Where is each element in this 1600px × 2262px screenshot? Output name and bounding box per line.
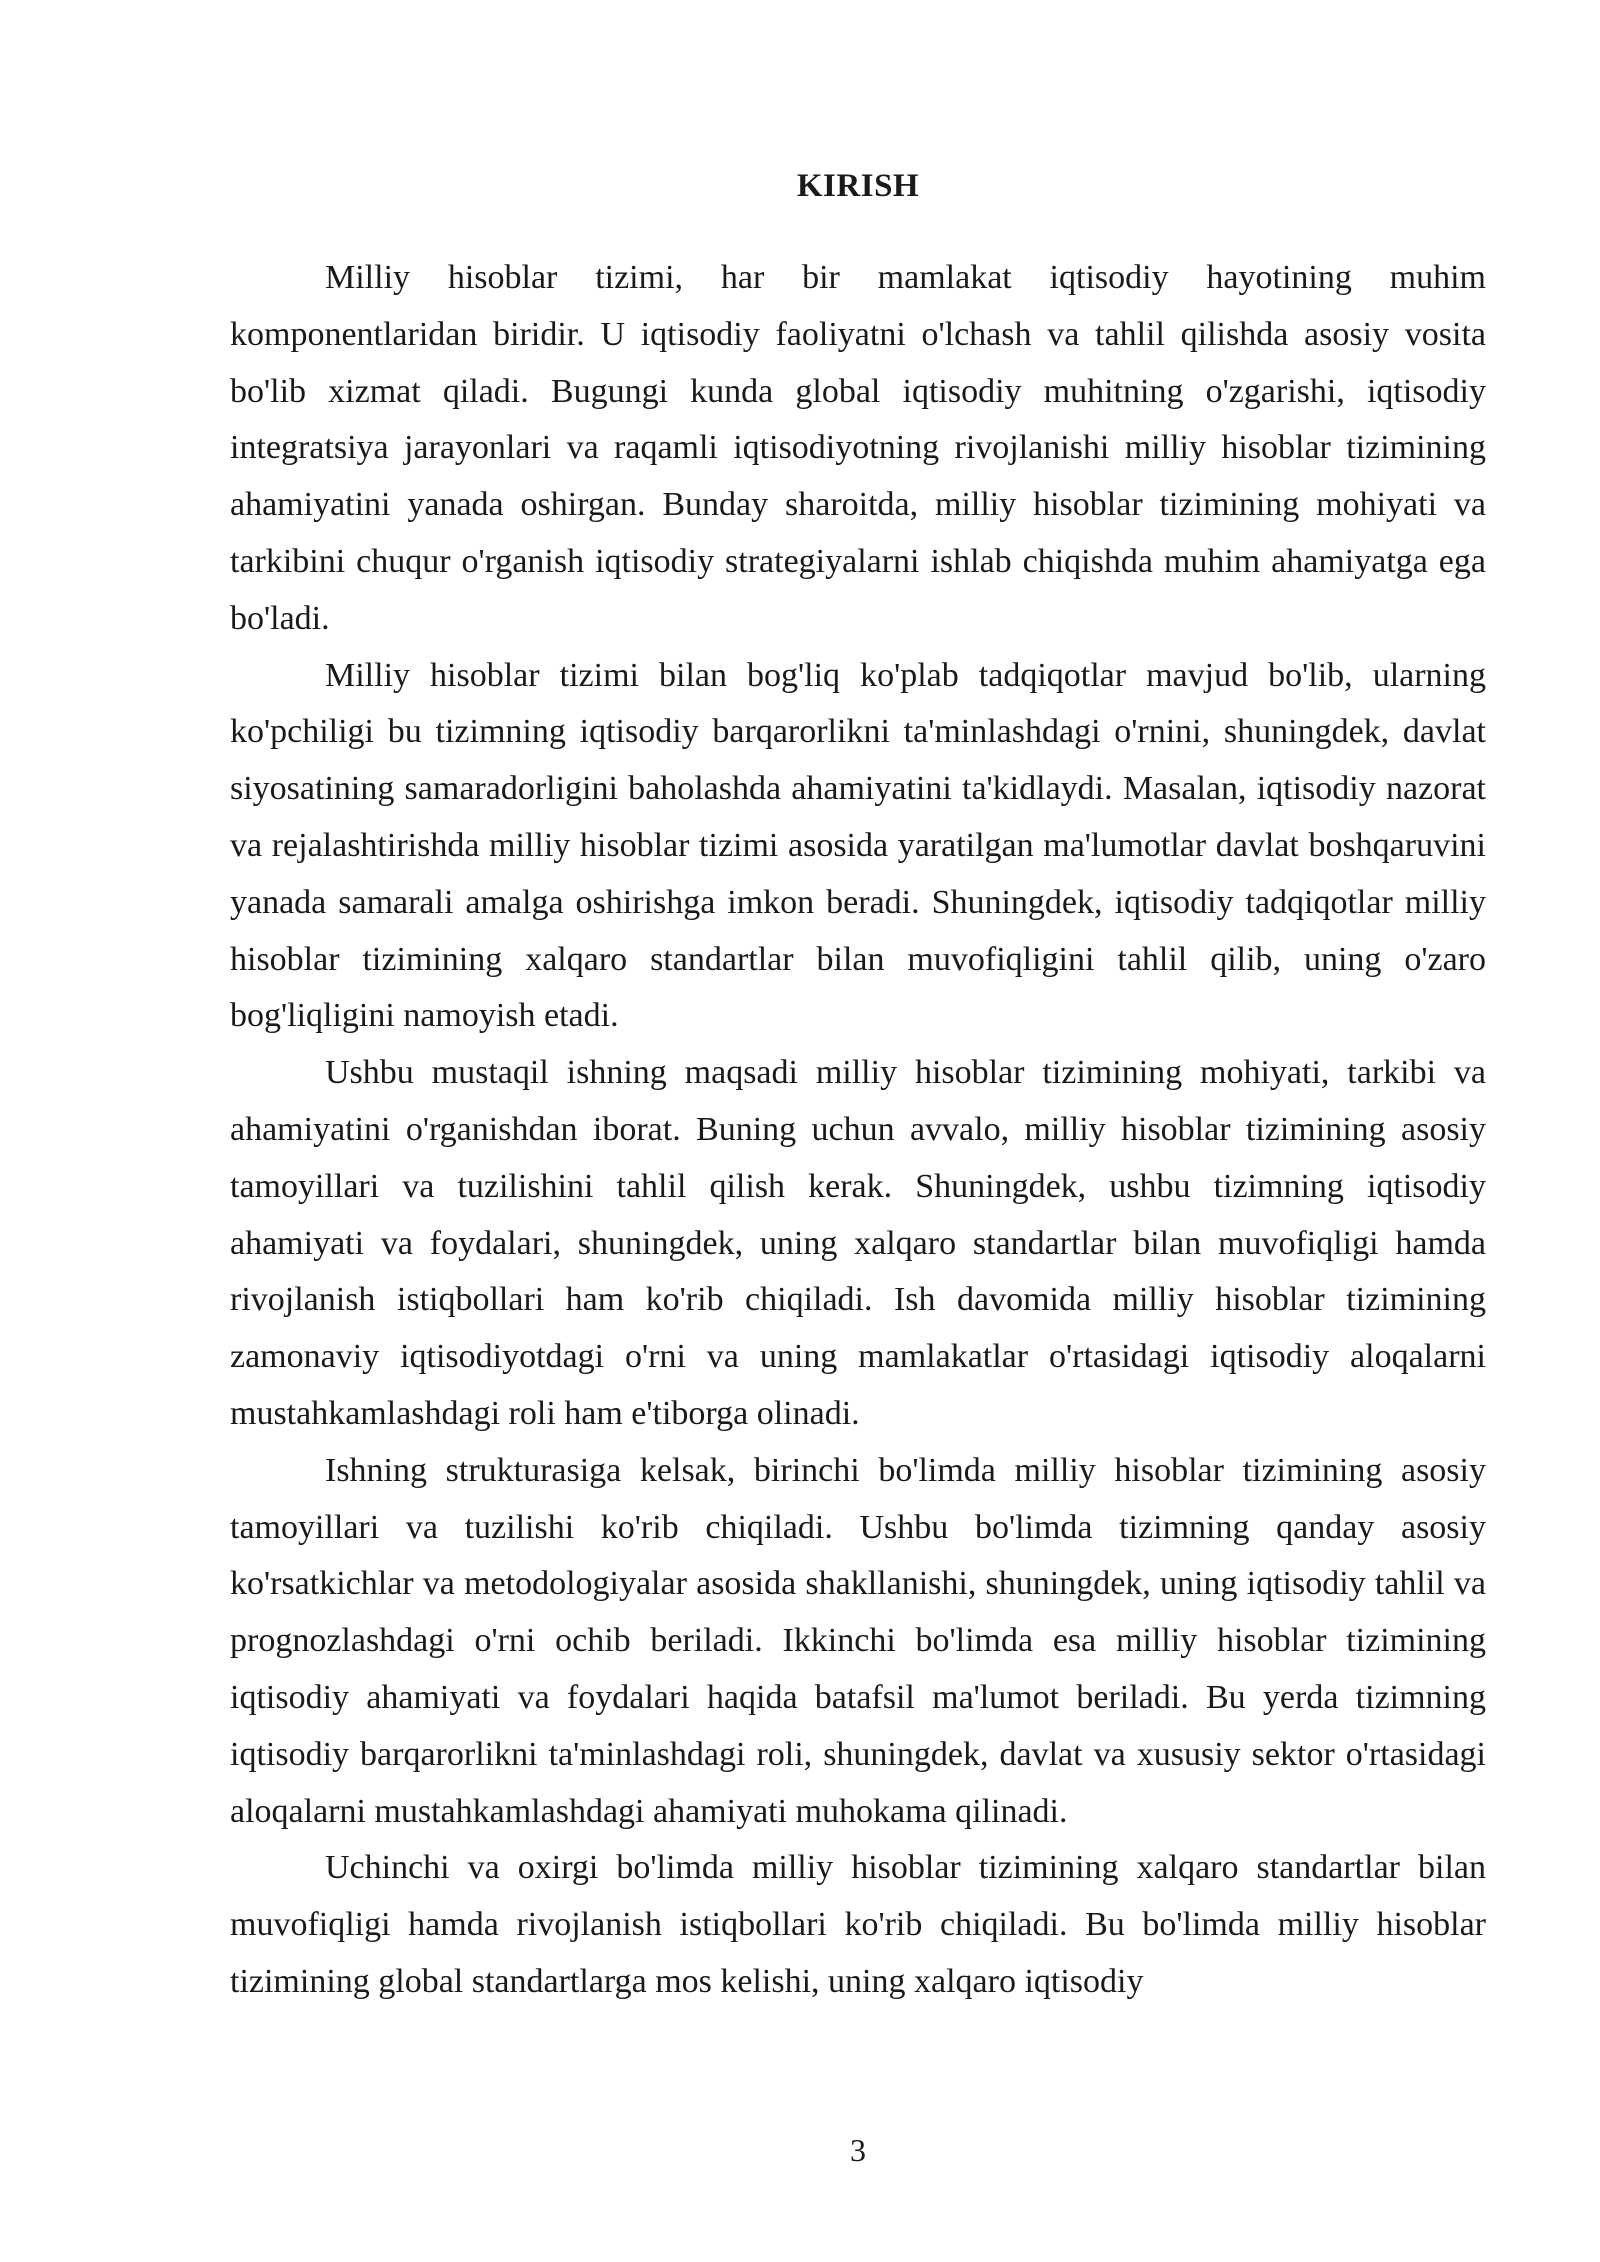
paragraph-3: Ushbu mustaqil ishning maqsadi milliy hisoblar tizimining mohiyati, tarkibi va ahamiyatini o'rganishdan iborat. Buning uchun avvalo, milliy hisoblar tizimining asosiy tamoyillari va tuzilishini tahlil qilish kerak. Shuningdek, ushbu tizimning iqtisodiy ahamiyati va foydalari, shuningdek, uning xalqaro standartlar bilan muvofiqligi hamda rivojlanish istiqbollari ham ko'rib chiqiladi. Ish davomida milliy hisoblar tizimining zamonaviy iqtisodiyotdagi o'rni va uning mamlakatlar o'rtasidagi iqtisodiy aloqalarni mustahkamlashdagi roli ham e'tiborga olinadi. [230, 1054, 1486, 1432]
paragraph-5: Uchinchi va oxirgi bo'limda milliy hisoblar tizimining xalqaro standartlar bilan muvofiqligi hamda rivojlanish istiqbollari ko'rib chiqiladi. Bu bo'limda milliy hisoblar tizimining global standartlarga mos kelishi, uning xalqaro iqtisodiy [230, 1849, 1486, 2000]
page-number: 3 [850, 2132, 866, 2168]
paragraph-1: Milliy hisoblar tizimi, har bir mamlakat iqtisodiy hayotining muhim komponentlaridan biridir. U iqtisodiy faoliyatni o'lchash va tahlil qilishda asosiy vosita bo'lib xizmat qiladi. Bugungi kunda global iqtisodiy muhitning o'zgarishi, iqtisodiy integratsiya jarayonlari va raqamli iqtisodiyotning rivojlanishi milliy hisoblar tizimining ahamiyatini yanada oshirgan. Bunday sharoitda, milliy hisoblar tizimining mohiyati va tarkibini chuqur o'rganish iqtisodiy strategiyalarni ishlab chiqishda muhim ahamiyatga ega bo'ladi. [230, 259, 1486, 637]
paragraph-4: Ishning strukturasiga kelsak, birinchi bo'limda milliy hisoblar tizimining asosiy tamoyillari va tuzilishi ko'rib chiqiladi. Ushbu bo'limda tizimning qanday asosiy ko'rsatkichlar va metodologiyalar asosida shakllanishi, shuningdek, uning iqtisodiy tahlil va prognozlashdagi o'rni ochib beriladi. Ikkinchi bo'limda esa milliy hisoblar tizimining iqtisodiy ahamiyati va foydalari haqida batafsil ma'lumot beriladi. Bu yerda tizimning iqtisodiy barqarorlikni ta'minlashdagi roli, shuningdek, davlat va xususiy sektor o'rtasidagi aloqalarni mustahkamlashdagi ahamiyati muhokama qilinadi. [230, 1451, 1486, 1830]
section-heading: KIRISH [796, 168, 920, 204]
paragraph-2: Milliy hisoblar tizimi bilan bog'liq ko'plab tadqiqotlar mavjud bo'lib, ularning ko'pchiligi bu tizimning iqtisodiy barqarorlikni ta'minlashdagi o'rnini, shuningdek, davlat siyosatining samaradorligini baholashda ahamiyatini ta'kidlaydi. Masalan, iqtisodiy nazorat va rejalashtirishda milliy hisoblar tizimi asosida yaratilgan ma'lumotlar davlat boshqaruvini yanada samarali amalga oshirishga imkon beradi. Shuningdek, iqtisodiy tadqiqotlar milliy hisoblar tizimining xalqaro standartlar bilan muvofiqligini tahlil qilib, uning o'zaro bog'liqligini namoyish etadi. [230, 656, 1486, 1035]
body-text [230, 250, 1486, 2011]
